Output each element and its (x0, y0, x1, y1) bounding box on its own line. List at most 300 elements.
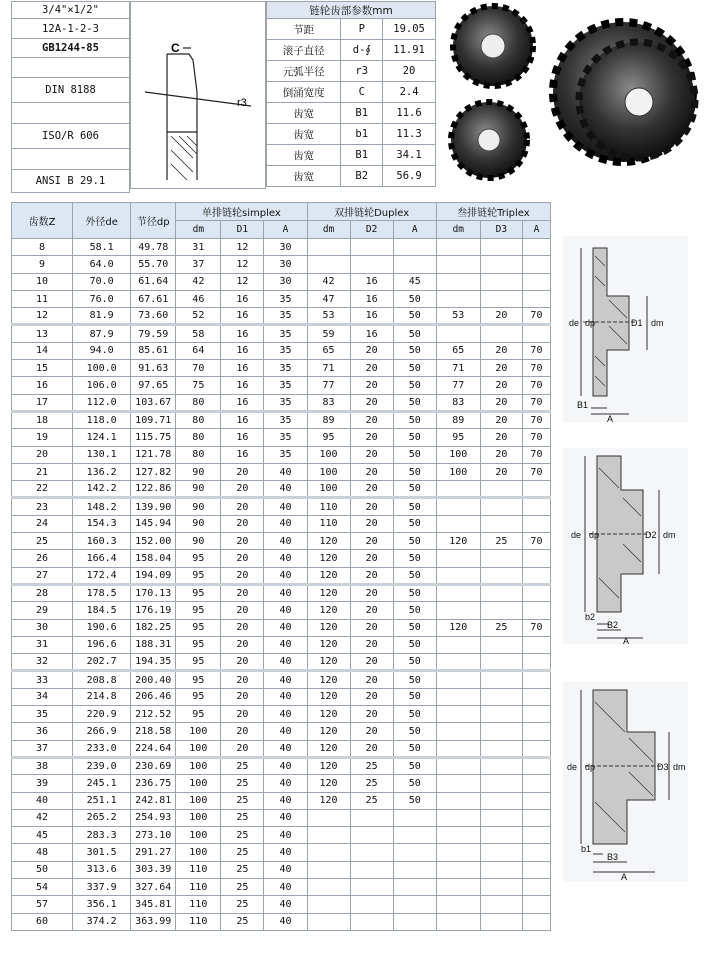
table-cell: 20 (350, 723, 393, 740)
subheader-cell: A (264, 221, 307, 239)
table-cell: 20 (350, 515, 393, 532)
table-cell: 80 (176, 429, 221, 446)
table-cell: 20 (221, 533, 264, 550)
tooth-profile-diagram (130, 1, 266, 189)
table-cell: 60 (12, 913, 73, 930)
table-cell (480, 273, 522, 290)
table-cell: 70 (522, 394, 550, 411)
param-value: 34.1 (383, 145, 436, 166)
standards-row (12, 19, 130, 39)
table-cell: 120 (307, 654, 350, 671)
table-cell: 112.0 (73, 394, 131, 411)
table-cell: 12 (221, 256, 264, 273)
triplex-B3-label: B3 (607, 852, 619, 862)
table-cell: 40 (264, 913, 307, 930)
table-row (12, 827, 551, 844)
duplex-b2-label: b2 (585, 612, 596, 622)
standards-row (12, 170, 130, 193)
table-cell: 178.5 (73, 584, 131, 601)
table-cell (436, 654, 480, 671)
table-row (12, 481, 551, 498)
table-cell: 90 (176, 533, 221, 550)
table-cell: 196.6 (73, 636, 131, 653)
table-cell: 24 (12, 515, 73, 532)
param-row (267, 19, 436, 40)
table-cell: 10 (12, 273, 73, 290)
table-cell: 50 (393, 671, 436, 688)
table-cell: 20 (480, 360, 522, 377)
table-cell (480, 567, 522, 584)
table-cell: 145.94 (131, 515, 176, 532)
standard-label: 3/4"×1/2" (12, 2, 130, 19)
table-cell (480, 827, 522, 844)
table-cell: 40 (264, 740, 307, 757)
table-cell: 49.78 (131, 239, 176, 256)
param-name: 齿宽 (267, 103, 341, 124)
table-cell: 40 (264, 723, 307, 740)
subheader-cell: A (522, 221, 550, 239)
table-cell: 220.9 (73, 706, 131, 723)
table-cell: 273.10 (131, 827, 176, 844)
table-cell: 53 (307, 308, 350, 325)
table-cell: 95 (176, 671, 221, 688)
table-row (12, 463, 551, 480)
subheader-cell: A (393, 221, 436, 239)
table-cell (350, 827, 393, 844)
table-cell (350, 809, 393, 826)
spec-block (11, 1, 436, 189)
table-cell: 67.61 (131, 290, 176, 307)
table-cell: 16 (221, 360, 264, 377)
table-cell: 50 (393, 792, 436, 809)
table-cell: 20 (221, 463, 264, 480)
table-cell: 50 (393, 706, 436, 723)
table-row (12, 861, 551, 878)
table-cell (350, 256, 393, 273)
table-cell: 40 (264, 706, 307, 723)
table-cell (436, 740, 480, 757)
table-row (12, 896, 551, 913)
table-cell (307, 256, 350, 273)
table-row (12, 809, 551, 826)
table-cell: 50 (393, 757, 436, 774)
table-cell: 20 (350, 377, 393, 394)
table-cell: 120 (307, 723, 350, 740)
table-row (12, 671, 551, 688)
table-cell: 31 (12, 636, 73, 653)
table-cell: 95 (176, 654, 221, 671)
table-cell: 142.2 (73, 481, 131, 498)
simplex-dp-label: dp (585, 318, 596, 328)
standards-row (12, 103, 130, 124)
table-cell: 120 (307, 636, 350, 653)
table-cell: 81.9 (73, 308, 131, 325)
table-cell (436, 498, 480, 515)
table-cell: 194.35 (131, 654, 176, 671)
table-cell: 20 (350, 706, 393, 723)
table-cell: 50 (393, 377, 436, 394)
param-name: 节距 (267, 19, 341, 40)
table-cell: 77 (436, 377, 480, 394)
table-cell (393, 809, 436, 826)
triplex-de-label: de (567, 762, 578, 772)
table-cell: 265.2 (73, 809, 131, 826)
table-cell: 120 (307, 706, 350, 723)
table-cell: 90 (176, 481, 221, 498)
table-cell: 70 (522, 360, 550, 377)
table-cell (522, 827, 550, 844)
simplex-drawing-svg (563, 236, 688, 422)
table-row (12, 308, 551, 325)
table-cell: 127.82 (131, 463, 176, 480)
table-cell: 50 (393, 325, 436, 342)
standard-label: DIN 8188 (12, 78, 130, 103)
param-symbol: P (341, 19, 383, 40)
table-cell (522, 740, 550, 757)
table-cell: 182.25 (131, 619, 176, 636)
table-cell: 42 (176, 273, 221, 290)
table-cell: 40 (264, 636, 307, 653)
table-cell: 70 (176, 360, 221, 377)
table-cell (522, 584, 550, 601)
table-cell: 40 (264, 602, 307, 619)
table-cell: 25 (221, 757, 264, 774)
table-cell: 35 (12, 706, 73, 723)
table-cell (522, 602, 550, 619)
table-cell (522, 273, 550, 290)
table-cell (522, 688, 550, 705)
subheader-cell: D3 (480, 221, 522, 239)
table-cell (522, 256, 550, 273)
table-cell: 50 (393, 360, 436, 377)
subheader-cell: D1 (221, 221, 264, 239)
table-row (12, 256, 551, 273)
table-cell: 50 (393, 411, 436, 428)
table-row (12, 567, 551, 584)
table-cell: 50 (393, 740, 436, 757)
table-cell: 80 (176, 446, 221, 463)
table-cell: 224.64 (131, 740, 176, 757)
table-cell: 50 (393, 636, 436, 653)
table-cell (436, 515, 480, 532)
table-cell: 20 (350, 463, 393, 480)
table-cell: 20 (350, 602, 393, 619)
table-cell (480, 498, 522, 515)
table-cell (436, 567, 480, 584)
table-cell (522, 844, 550, 861)
table-cell: 40 (264, 498, 307, 515)
table-row (12, 550, 551, 567)
table-cell (436, 636, 480, 653)
table-cell: 35 (264, 308, 307, 325)
param-name: 滚子直径 (267, 40, 341, 61)
table-cell: 214.8 (73, 688, 131, 705)
table-cell (480, 809, 522, 826)
table-cell: 374.2 (73, 913, 131, 930)
table-cell (522, 290, 550, 307)
table-cell: 40 (264, 671, 307, 688)
table-cell: 38 (12, 757, 73, 774)
r3-label: r3 (237, 97, 247, 109)
table-cell (480, 706, 522, 723)
table-cell: 20 (480, 342, 522, 359)
simplex-de-label: de (569, 318, 580, 328)
param-row (267, 103, 436, 124)
table-cell: 20 (221, 619, 264, 636)
table-cell: 236.75 (131, 775, 176, 792)
table-cell: 40 (264, 619, 307, 636)
subheader-cell: dm (436, 221, 480, 239)
table-cell: 50 (393, 498, 436, 515)
table-cell (436, 481, 480, 498)
table-cell: 16 (221, 325, 264, 342)
table-cell (480, 896, 522, 913)
table-cell: 176.19 (131, 602, 176, 619)
table-cell: 208.8 (73, 671, 131, 688)
table-row (12, 757, 551, 774)
table-cell: 75 (176, 377, 221, 394)
table-cell: 83 (436, 394, 480, 411)
table-cell: 25 (221, 792, 264, 809)
param-name: 齿宽 (267, 145, 341, 166)
table-cell: 109.71 (131, 411, 176, 428)
table-cell: 70 (522, 308, 550, 325)
table-cell: 100 (307, 463, 350, 480)
table-cell: 20 (221, 654, 264, 671)
table-cell: 218.58 (131, 723, 176, 740)
standards-row (12, 78, 130, 103)
table-cell: 37 (176, 256, 221, 273)
table-cell (480, 723, 522, 740)
table-cell: 120 (307, 533, 350, 550)
table-cell (436, 896, 480, 913)
table-cell: 70 (522, 377, 550, 394)
simplex-dm-label: dm (651, 318, 664, 328)
table-cell: 266.9 (73, 723, 131, 740)
triplex-dp-label: dp (585, 762, 596, 772)
table-cell: 34 (12, 688, 73, 705)
standards-row (12, 58, 130, 78)
table-cell: 25 (480, 619, 522, 636)
table-cell: 166.4 (73, 550, 131, 567)
table-cell (480, 550, 522, 567)
table-cell: 20 (480, 429, 522, 446)
table-cell: 40 (264, 809, 307, 826)
table-row (12, 239, 551, 256)
table-cell (480, 481, 522, 498)
subheader-cell: dm (176, 221, 221, 239)
table-cell: 89 (436, 411, 480, 428)
table-cell: 61.64 (131, 273, 176, 290)
table-row (12, 429, 551, 446)
table-cell: 25 (350, 775, 393, 792)
table-cell: 303.39 (131, 861, 176, 878)
table-cell: 40 (264, 757, 307, 774)
table-cell (480, 913, 522, 930)
param-value: 56.9 (383, 166, 436, 187)
table-cell: 20 (350, 550, 393, 567)
table-cell: 25 (221, 827, 264, 844)
table-cell: 120 (307, 550, 350, 567)
table-cell (480, 636, 522, 653)
table-cell: 90 (176, 463, 221, 480)
table-row (12, 342, 551, 359)
table-cell: 110 (307, 515, 350, 532)
table-cell: 100 (176, 775, 221, 792)
table-row (12, 844, 551, 861)
table-cell: 50 (393, 584, 436, 601)
standard-label (12, 58, 130, 78)
table-cell (480, 671, 522, 688)
table-cell: 20 (350, 394, 393, 411)
table-cell (480, 515, 522, 532)
table-cell: 100 (436, 446, 480, 463)
table-cell: 120 (307, 619, 350, 636)
table-cell: 97.65 (131, 377, 176, 394)
table-cell: 356.1 (73, 896, 131, 913)
table-cell: 35 (264, 446, 307, 463)
table-cell: 239.0 (73, 757, 131, 774)
table-cell: 27 (12, 567, 73, 584)
table-row (12, 377, 551, 394)
table-cell: 50 (393, 290, 436, 307)
table-cell: 20 (350, 429, 393, 446)
duplex-drawing-svg (563, 448, 688, 644)
table-cell: 202.7 (73, 654, 131, 671)
table-cell (436, 809, 480, 826)
table-cell: 20 (480, 411, 522, 428)
duplex-B2-label: B2 (607, 620, 619, 630)
table-cell: 50 (393, 394, 436, 411)
table-cell (350, 878, 393, 895)
table-cell: 16 (221, 290, 264, 307)
table-cell: 45 (12, 827, 73, 844)
table-cell (436, 584, 480, 601)
table-cell: 28 (12, 584, 73, 601)
table-cell: 50 (393, 654, 436, 671)
table-cell: 95 (176, 567, 221, 584)
table-cell: 45 (393, 273, 436, 290)
table-cell: 20 (480, 394, 522, 411)
table-cell: 20 (350, 584, 393, 601)
table-cell: 22 (12, 481, 73, 498)
table-row (12, 636, 551, 653)
table-cell: 40 (264, 827, 307, 844)
triplex-drawing-svg (563, 682, 688, 882)
table-cell (522, 792, 550, 809)
simplex-drawing (563, 236, 688, 422)
table-cell (436, 861, 480, 878)
table-cell: 188.31 (131, 636, 176, 653)
param-value: 11.3 (383, 124, 436, 145)
table-cell: 35 (264, 394, 307, 411)
table-cell: 172.4 (73, 567, 131, 584)
table-cell: 100 (176, 827, 221, 844)
table-cell: 25 (12, 533, 73, 550)
table-cell (307, 896, 350, 913)
table-cell: 40 (264, 688, 307, 705)
table-cell (480, 878, 522, 895)
table-cell: 160.3 (73, 533, 131, 550)
col-group-triplex: 叁排链轮Triplex (436, 203, 550, 221)
table-cell: 26 (12, 550, 73, 567)
table-cell (480, 688, 522, 705)
table-cell: 50 (393, 619, 436, 636)
table-cell (480, 602, 522, 619)
table-cell: 65 (436, 342, 480, 359)
param-row (267, 124, 436, 145)
table-cell: 40 (264, 567, 307, 584)
table-cell: 95 (436, 429, 480, 446)
table-cell: 20 (221, 515, 264, 532)
table-cell: 120 (307, 757, 350, 774)
table-cell: 327.64 (131, 878, 176, 895)
table-cell: 25 (221, 775, 264, 792)
table-cell: 36 (12, 723, 73, 740)
table-cell: 70 (522, 446, 550, 463)
standards-row (12, 124, 130, 149)
table-cell: 100 (176, 757, 221, 774)
table-cell: 25 (221, 844, 264, 861)
table-cell: 40 (264, 550, 307, 567)
table-cell: 23 (12, 498, 73, 515)
table-cell: 42 (307, 273, 350, 290)
table-cell: 313.6 (73, 861, 131, 878)
table-cell (393, 256, 436, 273)
table-cell: 20 (350, 360, 393, 377)
table-cell: 15 (12, 360, 73, 377)
table-cell (436, 706, 480, 723)
table-cell (350, 913, 393, 930)
table-cell: 20 (221, 636, 264, 653)
table-cell: 103.67 (131, 394, 176, 411)
param-name: 齿宽 (267, 124, 341, 145)
table-cell: 121.78 (131, 446, 176, 463)
table-cell: 301.5 (73, 844, 131, 861)
table-cell: 245.1 (73, 775, 131, 792)
table-cell: 242.81 (131, 792, 176, 809)
table-cell: 20 (221, 671, 264, 688)
table-cell: 184.5 (73, 602, 131, 619)
table-cell: 230.69 (131, 757, 176, 774)
table-cell: 20 (12, 446, 73, 463)
table-cell (522, 498, 550, 515)
table-cell (436, 723, 480, 740)
table-cell (480, 239, 522, 256)
param-symbol: r3 (341, 61, 383, 82)
table-cell: 58 (176, 325, 221, 342)
table-cell: 13 (12, 325, 73, 342)
table-cell (307, 239, 350, 256)
table-cell (480, 290, 522, 307)
col-group-duplex: 双排链轮Duplex (307, 203, 436, 221)
table-cell: 35 (264, 411, 307, 428)
table-cell: 89 (307, 411, 350, 428)
table-cell (522, 896, 550, 913)
table-row (12, 602, 551, 619)
table-cell: 40 (264, 896, 307, 913)
table-cell (480, 325, 522, 342)
table-cell: 100 (307, 446, 350, 463)
table-cell (307, 913, 350, 930)
table-cell: 25 (350, 757, 393, 774)
table-cell: 16 (221, 377, 264, 394)
table-cell: 20 (221, 723, 264, 740)
table-cell (350, 896, 393, 913)
table-cell: 55.70 (131, 256, 176, 273)
table-cell: 40 (264, 463, 307, 480)
table-cell: 337.9 (73, 878, 131, 895)
